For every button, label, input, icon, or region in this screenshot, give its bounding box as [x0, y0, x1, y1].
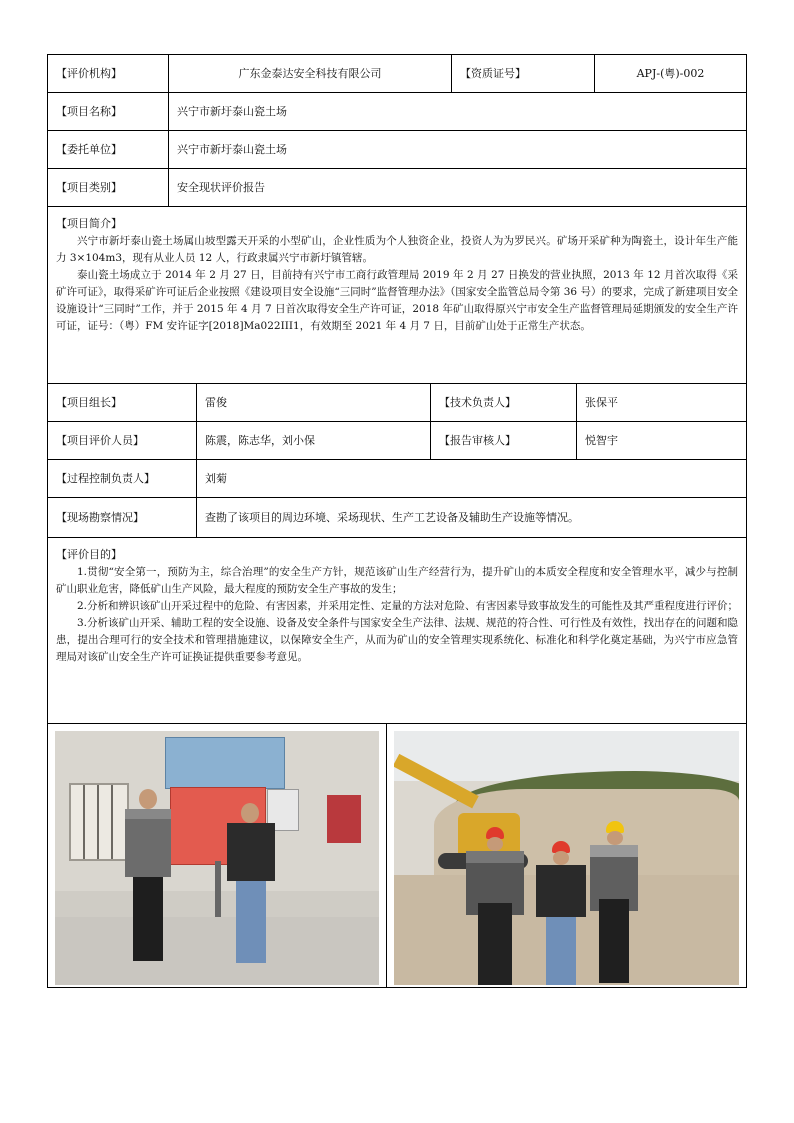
tech-value: 张保平 — [577, 384, 747, 422]
purpose-section — [48, 538, 747, 724]
survey-label: 【现场勘察情况】 — [48, 498, 197, 538]
info-table — [47, 54, 747, 384]
process-value: 刘菊 — [197, 460, 747, 498]
client-value: 兴宁市新圩泰山瓷土场 — [169, 131, 747, 169]
photo-cell-quarry — [387, 724, 747, 988]
leader-value: 雷俊 — [197, 384, 431, 422]
org-value: 广东金泰达安全科技有限公司 — [169, 55, 452, 93]
photo-table — [47, 723, 747, 988]
project-type-value: 安全现状评价报告 — [169, 169, 747, 207]
client-label: 【委托单位】 — [48, 131, 169, 169]
purpose-paragraph-1: 1.贯彻“安全第一，预防为主，综合治理”的安全生产方针，规范该矿山生产经营行为，提升矿山的本质安全程度和安全管理水平，减少与控制矿山职业危害，降低矿山生产风险，最大程度的预防安全生产事故的发生； — [56, 566, 738, 595]
project-type-label: 【项目类别】 — [48, 169, 169, 207]
notice-board — [165, 737, 285, 789]
red-poster — [327, 795, 361, 843]
photo-cell-office — [48, 724, 387, 988]
reviewer-value: 悦智宇 — [577, 422, 747, 460]
members-value: 陈震，陈志华，刘小保 — [197, 422, 431, 460]
process-label: 【过程控制负责人】 — [48, 460, 197, 498]
project-name-label: 【项目名称】 — [48, 93, 169, 131]
leader-label: 【项目组长】 — [48, 384, 197, 422]
tech-label: 【技术负责人】 — [431, 384, 577, 422]
purpose-paragraph-3: 3.分析该矿山开采、辅助工程的安全设施、设备及安全条件与国家安全生产法律、法规、规范的符合性、可行性及有效性，找出存在的问题和隐患，提出合理可行的安全技术和管理措施建议，以保障安全生产，从而为矿山的安全管理实现系统化、标准化和科学化奠定基础，为兴宁市应急管理局对该矿山安全生产许可证换证提供重要参考意见。 — [56, 617, 739, 663]
intro-paragraph-1: 兴宁市新圩泰山瓷土场属山坡型露天开采的小型矿山，企业性质为个人独资企业，投资人为为罗民兴。矿场开采矿种为陶瓷土，设计年生产能力 3×104m3，现有从业人员 12 人，行政隶属兴宁市新圩镇管辖。 — [56, 235, 738, 264]
members-label: 【项目评价人员】 — [48, 422, 197, 460]
intro-paragraph-2: 泰山瓷土场成立于 2014 年 2 月 27 日，目前持有兴宁市工商行政管理局 2019 年 2 月 27 日换发的营业执照，2013 年 12 月首次取得《采矿许可证》，取得采矿许可证后企业按照《建设项目安全设施“三同时”监督管理办法》（国家安全监管总局令第 36 号）的要求，完成了新建项目安全设施设计“三同时”工作，并于 2015 年 4 月 7 日首次取得安全生产许可证，2018 年矿山取得原兴宁市安全生产监督管理局延期颁发的安全生产许可证，证号：（粤）FM 安许证字[2018]Ma022III1，有效期至 2021 年 4 月 7 日，目前矿山处于正常生产状态。 — [56, 269, 738, 332]
purpose-heading: 【评价目的】 — [56, 548, 122, 561]
survey-value: 查勘了该项目的周边环境、采场现状、生产工艺设备及辅助生产设施等情况。 — [197, 498, 747, 538]
reviewer-label: 【报告审核人】 — [431, 422, 577, 460]
org-label: 【评价机构】 — [48, 55, 169, 93]
intro-heading: 【项目简介】 — [56, 217, 122, 230]
cert-label: 【资质证号】 — [452, 55, 595, 93]
window — [69, 783, 129, 861]
cert-value: APJ-(粤)-002 — [595, 55, 747, 93]
purpose-paragraph-2: 2.分析和辨识该矿山开采过程中的危险、有害因素，并采用定性、定量的方法对危险、有害因素导致事故发生的可能性及其严重程度进行评价； — [77, 600, 739, 612]
project-name-value: 兴宁市新圩泰山瓷土场 — [169, 93, 747, 131]
evaluation-form — [47, 54, 746, 988]
quarry-photo — [394, 731, 739, 985]
office-photo — [55, 731, 379, 985]
team-table — [47, 383, 747, 724]
intro-section — [48, 207, 747, 384]
